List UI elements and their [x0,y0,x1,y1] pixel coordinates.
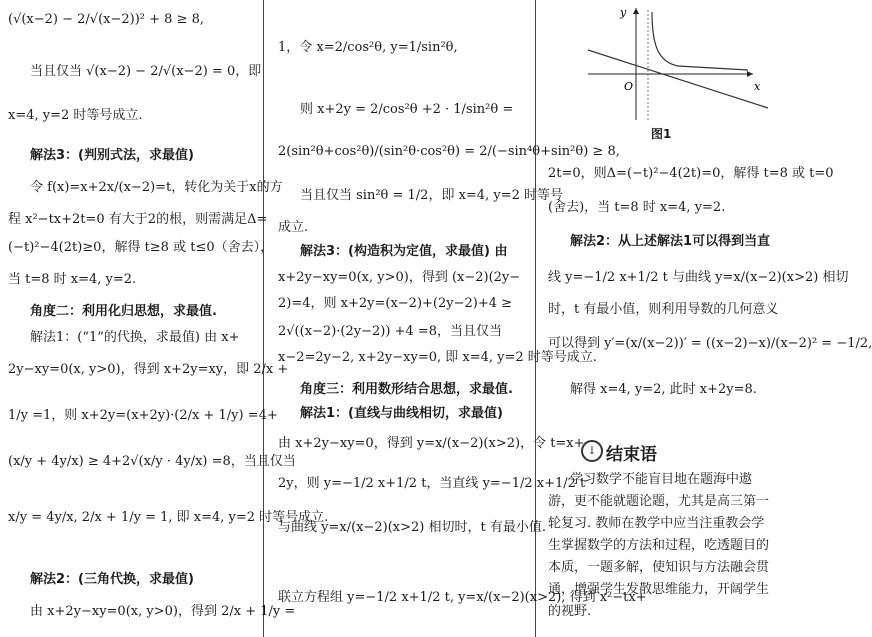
formula-line: x/y = 4y/x, 2/x + 1/y = 1, 即 x=4, y=2 时等号成立. [8,510,329,525]
text-line: 2y−xy=0(x, y>0)，得到 x+2y=xy，即 2/x + [8,362,289,377]
column-1 [8,0,329,637]
method-heading: 解法1：(直线与曲线相切，求最值) [300,406,503,421]
text-line: 时，t 有最小值，则利用导数的几何意义 [548,302,779,317]
x-axis-label: x [754,80,761,93]
text-line: (舍去)，当 t=8 时 x=4, y=2. [548,200,726,215]
formula-line: 由 x+2y−xy=0，得到 y=x/(x−2)(x>2)，令 t=x+ [278,436,585,451]
y-axis-arrow [633,8,639,14]
arrow-down-icon: ↓ [581,440,603,462]
paragraph-line: 学习数学不能盲目地在题海中遨 [570,472,753,487]
column-3 [548,0,872,637]
formula-line: 则 x+2y = 2/cos²θ +2 · 1/sin²θ = [300,102,514,117]
section-heading: 角度三：利用数形结合思想，求最值. [300,382,513,397]
formula-line: 1/y =1，则 x+2y=(x+2y)·(2/x + 1/y) =4+ [8,408,278,423]
text-line: 2)=4，则 x+2y=(x−2)+(2y−2)+4 ≥ [278,296,513,311]
method-heading: 解法3：(构造积为定值，求最值) 由 [300,244,508,259]
figure-1-graph [548,0,794,122]
text-line: 程 x²−tx+2t=0 有大于2的根，则需满足Δ= [8,212,268,227]
formula-line: 2(sin²θ+cos²θ)/(sin²θ·cos²θ) = 2/(−sin⁴θ+sin²θ) ≥ 8, [278,144,620,159]
formula-line: x−2=2y−2, x+2y−xy=0, 即 x=4, y=2 时等号成立. [278,350,597,365]
text-line: 当且仅当 sin²θ = 1/2，即 x=4, y=2 时等号 [300,188,563,203]
y-axis-label: y [620,6,627,19]
x-axis-arrow [747,71,753,77]
column-rule-2 [535,0,536,637]
paragraph-line: 轮复习. 教师在教学中应当注重教会学 [548,516,765,531]
formula-line: 1，令 x=2/cos²θ, y=1/sin²θ, [278,40,458,55]
paragraph-line: 游，更不能就题论题，尤其是高三第一 [548,494,770,509]
column-rule-1 [263,0,264,637]
formula-line: (x/y + 4y/x) ≥ 4+2√(x/y · 4y/x) =8，当且仅当 [8,454,296,469]
method-line: 解法1：(“1”的代换，求最值) 由 x+ [30,330,240,345]
method-heading: 解法2：从上述解法1可以得到当直 [570,234,771,249]
text-line: (−t)²−4(2t)≥0，解得 t≥8 或 t≤0（舍去）， [8,240,274,255]
origin-label: O [624,80,634,93]
formula-line: 线 y=−1/2 x+1/2 t 与曲线 y=x/(x−2)(x>2) 相切 [548,270,849,285]
conclusion-heading: 结束语 [606,445,657,465]
paragraph-line: 的视野. [548,604,592,619]
text-line: 由 x+2y−xy=0(x, y>0)，得到 2/x + 1/y = [30,604,296,619]
formula-line: 与曲线 y=x/(x−2)(x>2) 相切时，t 有最小值. [278,520,546,535]
formula-line: 可以得到 y′=(x/(x−2))′ = ((x−2)−x)/(x−2)² = −1/2, [548,336,872,351]
paragraph-line: 通，增强学生发散思维能力，开阔学生 [548,582,770,597]
paragraph-line: 本质，一题多解，使知识与方法融会贯 [548,560,770,575]
text-line: 当 t=8 时 x=4, y=2. [8,272,137,287]
paragraph-line: 生掌握数学的方法和过程，吃透题目的 [548,538,770,553]
method-heading: 解法2：(三角代换，求最值) [30,572,194,587]
text-line: x=4, y=2 时等号成立. [8,108,143,123]
section-heading: 角度二：利用化归思想，求最值. [30,304,217,319]
formula-line: 解得 x=4, y=2, 此时 x+2y=8. [570,382,757,397]
text-line: x+2y−xy=0(x, y>0)，得到 (x−2)(2y− [278,270,521,285]
figure-caption: 图1 [651,127,672,141]
tangent-line [588,50,768,108]
text-line: 成立. [278,220,309,235]
method-heading: 解法3：(判别式法，求最值) [30,148,194,163]
text-line: 令 f(x)=x+2x/(x−2)=t，转化为关于x的方 [30,180,283,195]
formula-line: 2y，则 y=−1/2 x+1/2 t，当直线 y=−1/2 x+1/2 t [278,476,586,491]
text-line: 当且仅当 √(x−2) − 2/√(x−2) = 0，即 [30,64,262,79]
formula-line: 联立方程组 y=−1/2 x+1/2 t, y=x/(x−2)(x>2), 得到 x²−tx+ [278,590,647,605]
curve [652,12,748,70]
text-line: 2t=0，则Δ=(−t)²−4(2t)=0，解得 t=8 或 t=0 [548,166,834,181]
formula-line: (√(x−2) − 2/√(x−2))² + 8 ≥ 8, [8,12,204,27]
formula-line: 2√((x−2)·(2y−2)) +4 =8，当且仅当 [278,324,502,339]
